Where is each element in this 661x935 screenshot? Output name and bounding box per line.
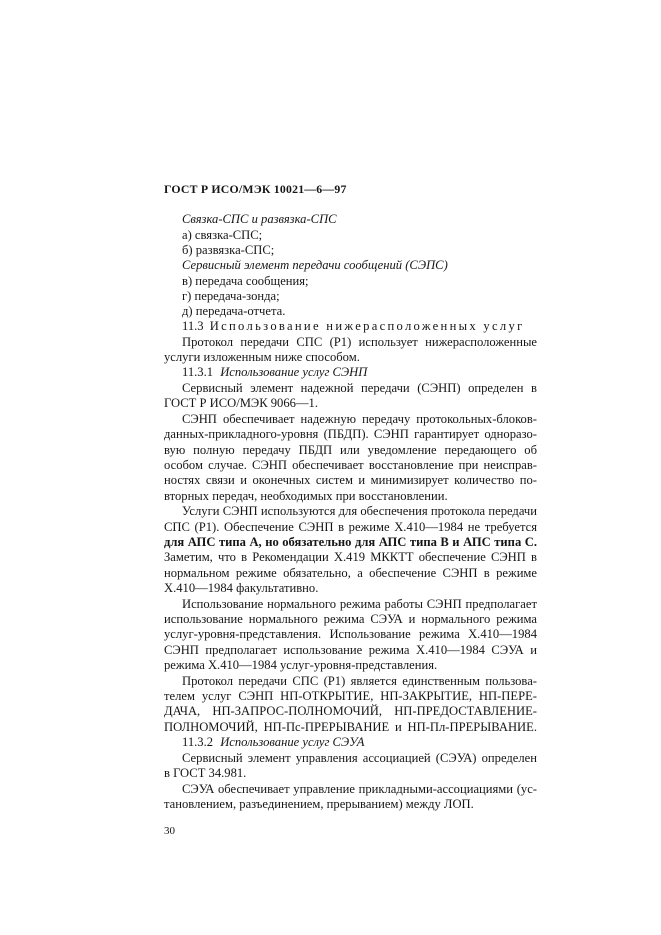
paragraph-line: для АПС типа А, но обязательно для АПС типа В и АПС типа С. xyxy=(164,535,537,549)
subsection-label: Связка-СПС и развязка-СПС xyxy=(182,212,337,226)
subsection-heading xyxy=(182,365,367,380)
paragraph-line: вторных передач, необходимых при восстановлении. xyxy=(164,489,448,503)
paragraph-line: СПС (Р1). Обеспечение СЭНП в режиме Х.410—1984 не требуется xyxy=(164,520,537,534)
list-item: г) передача-зонда; xyxy=(182,289,280,303)
paragraph-line: услуги изложенным ниже способом. xyxy=(164,350,360,364)
paragraph-line: Использование нормального режима работы СЭНП предполагает xyxy=(182,597,537,611)
paragraph-line: СЭУА обеспечивает управление прикладными-ассоциациями (ус- xyxy=(182,782,537,796)
paragraph-line: режима Х.410—1984 услуг-уровня-представления. xyxy=(164,658,438,672)
subsection-title: Использование услуг СЭНП xyxy=(220,365,368,379)
paragraph-line: вую полную передачу ПБДП или уведомление передающего об xyxy=(164,443,537,457)
paragraph-line: телем услуг СЭНП НП-ОТКРЫТИЕ, НП-ЗАКРЫТИЕ, НП-ПЕРЕ- xyxy=(164,689,537,703)
paragraph-line: СЭНП предполагает использование режима Х.410—1984 СЭУА и xyxy=(164,643,537,657)
section-title: Использование нижерасположенных услуг xyxy=(209,319,525,333)
list-item: б) развязка-СПС; xyxy=(182,243,275,257)
paragraph-line: в ГОСТ 34.981. xyxy=(164,766,247,780)
paragraph-line: Протокол передачи СПС (Р1) использует нижерасположенные xyxy=(182,335,537,349)
paragraph-line: тановлением, разъединением, прерыванием) между ЛОП. xyxy=(164,797,474,811)
paragraph-line: ДАЧА, НП-ЗАПРОС-ПОЛНОМОЧИЙ, НП-ПРЕДОСТАВЛЕНИЕ- xyxy=(164,704,537,718)
subsection-label: Сервисный элемент передачи сообщений (СЭПС) xyxy=(182,258,448,272)
section-heading xyxy=(182,319,525,334)
paragraph-line: ностях связи и оконечных систем и минимизирует количество по- xyxy=(164,473,537,487)
paragraph-line: Заметим, что в Рекомендации Х.419 МККТТ обеспечение СЭНП в xyxy=(164,550,537,564)
subsection-number: 11.3.2 xyxy=(182,735,214,749)
paragraph-line: Х.410—1984 факультативно. xyxy=(164,581,319,595)
paragraph-line: использование нормального режима СЭУА и нормального режима xyxy=(164,612,537,626)
paragraph-line: данных-прикладного-уровня (ПБДП). СЭНП гарантирует одноразо- xyxy=(164,427,537,441)
paragraph-line: ГОСТ Р ИСО/МЭК 9066—1. xyxy=(164,396,318,410)
paragraph-line: нормальном режиме обязательно, а обеспечение СЭНП в режиме xyxy=(164,566,537,580)
paragraph-line: ПОЛНОМОЧИЙ, НП-Пс-ПРЕРЫВАНИЕ и НП-Пл-ПРЕРЫВАНИЕ. xyxy=(164,720,537,734)
subsection-number: 11.3.1 xyxy=(182,365,214,379)
page-number: 30 xyxy=(164,825,175,837)
subsection-title: Использование услуг СЭУА xyxy=(220,735,365,749)
paragraph-line: Сервисный элемент управления ассоциацией (СЭУА) определен xyxy=(182,751,537,765)
document-header: ГОСТ Р ИСО/МЭК 10021—6—97 xyxy=(164,182,347,196)
paragraph-line: Протокол передачи СПС (Р1) является единственным пользова- xyxy=(182,674,537,688)
paragraph-line: СЭНП обеспечивает надежную передачу протокольных-блоков- xyxy=(182,412,537,426)
paragraph-line: услуг-уровня-представления. Использование режима Х.410—1984 xyxy=(164,627,537,641)
paragraph-line: особом случае. СЭНП обеспечивает восстановление при неисправ- xyxy=(164,458,537,472)
section-number: 11.3 xyxy=(182,319,204,333)
list-item: а) связка-СПС; xyxy=(182,228,263,242)
subsection-heading xyxy=(182,735,364,750)
list-item: в) передача сообщения; xyxy=(182,274,309,288)
paragraph-line: Услуги СЭНП используются для обеспечения протокола передачи xyxy=(182,504,537,518)
paragraph-line: Сервисный элемент надежной передачи (СЭНП) определен в xyxy=(182,381,537,395)
list-item: д) передача-отчета. xyxy=(182,304,286,318)
